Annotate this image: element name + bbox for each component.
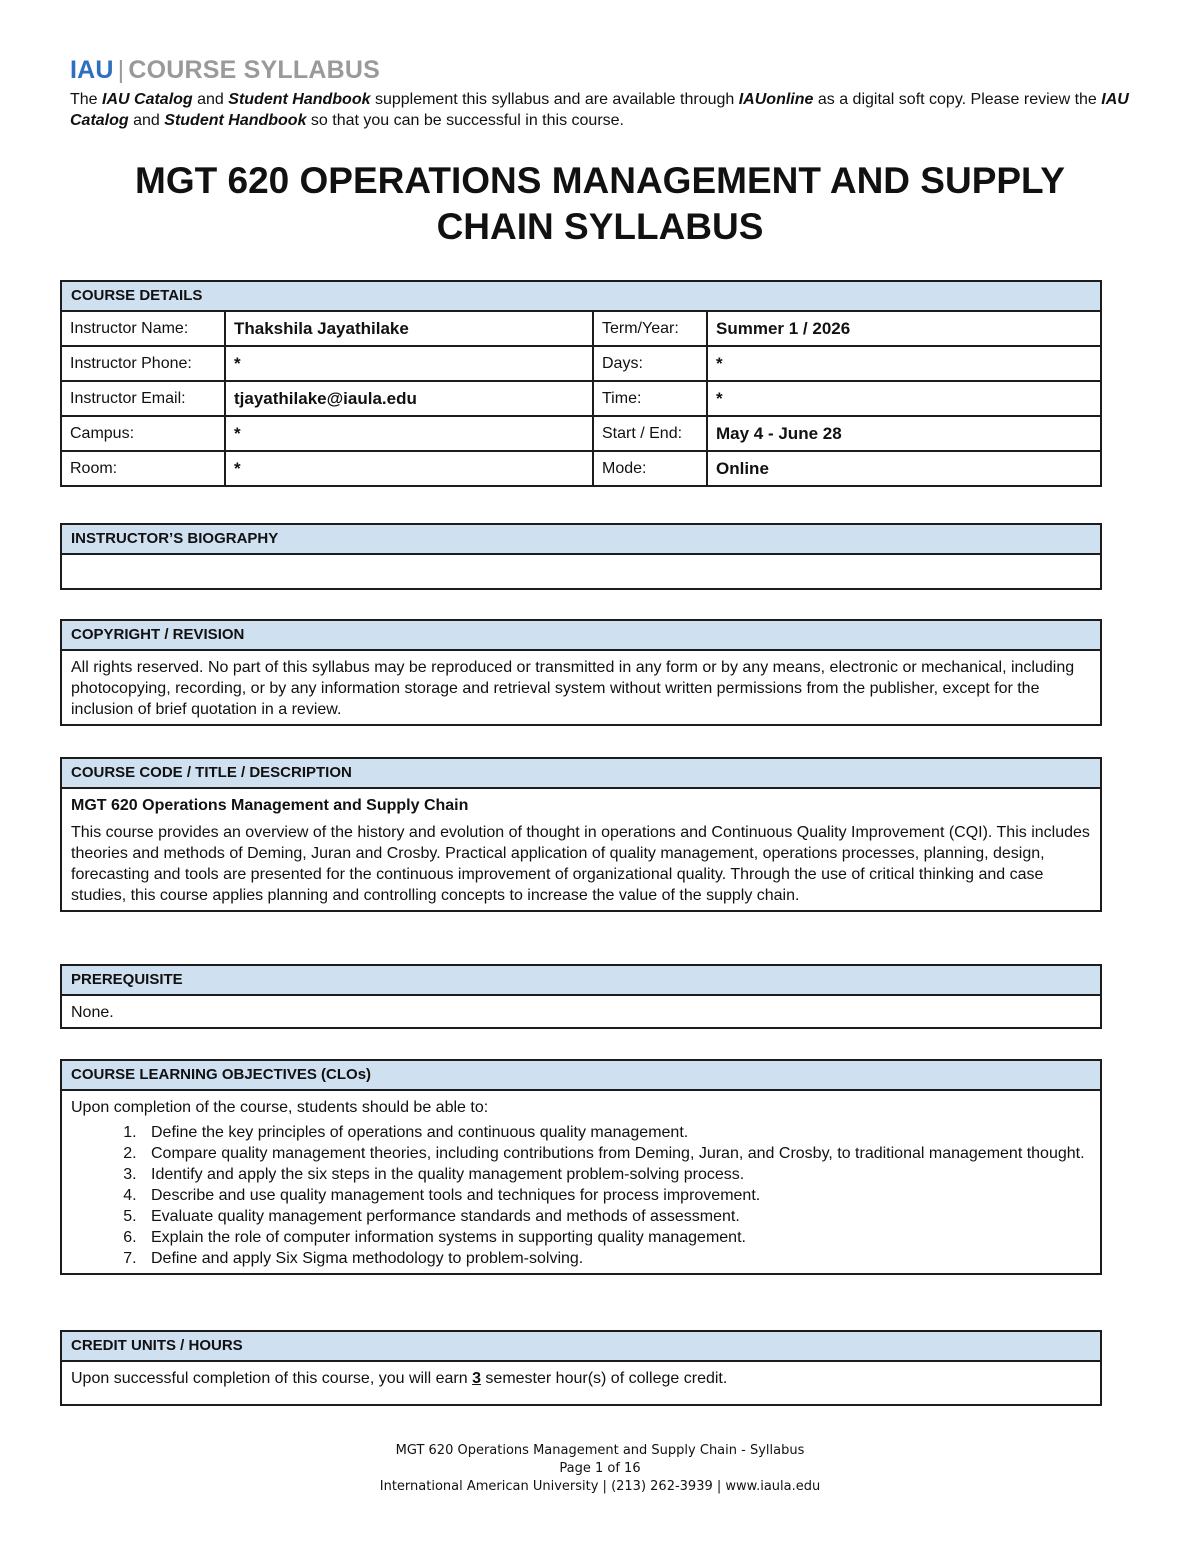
table-row	[62, 346, 1100, 381]
credit-units: 3	[472, 1370, 481, 1387]
instructor-phone-value: *	[225, 346, 593, 381]
biography-section	[60, 523, 1102, 590]
course-details-section	[60, 280, 1102, 487]
page-title	[0, 158, 1200, 250]
footer-course: MGT 620 Operations Management and Supply Chain - Syllabus	[395, 1443, 805, 1458]
start-end-value: May 4 - June 28	[707, 416, 1100, 451]
course-description-text: This course provides an overview of the history and evolution of thought in operations and Continuous Quality Improvement (CQI). This includes theories and methods of Deming, Juran and Crosby. Practical application of quality management, operations processes, planning, design, forecasting and tools are presented for the continuous improvement of organizational quality. Through the use of critical thinking and case studies, this course applies planning and controlling concepts to increase the value of the supply chain.	[71, 824, 1090, 904]
section-heading: COPYRIGHT / REVISION	[62, 621, 1100, 651]
biography-text	[62, 555, 1100, 565]
instructor-name-value: Thakshila Jayathilake	[225, 312, 593, 346]
section-heading: CREDIT UNITS / HOURS	[62, 1332, 1100, 1362]
intro-text: supplement this syllabus and are available through	[370, 91, 739, 108]
list-item: 5. Evaluate quality management performance standards and methods of assessment.	[141, 1206, 1090, 1227]
table-row	[62, 451, 1100, 485]
learning-objectives-body	[62, 1091, 1100, 1273]
objectives-list	[71, 1122, 1090, 1269]
detail-label: Days:	[593, 346, 707, 381]
credit-text	[62, 1362, 1100, 1393]
intro-iauonline: IAUonline	[738, 91, 814, 108]
intro-text: so that you can be successful in this course.	[306, 112, 624, 129]
intro-paragraph	[70, 89, 1130, 131]
intro-handbook: Student Handbook	[164, 112, 307, 129]
footer-university: International American University | (213) 262-3939 | www.iaula.edu	[379, 1479, 821, 1494]
brand-iau: IAU	[70, 56, 114, 84]
brand-separator: |	[117, 56, 125, 84]
table-row	[62, 381, 1100, 416]
brand-title	[70, 56, 1130, 85]
credit-text-pre: Upon successful completion of this course, you will earn	[71, 1370, 473, 1387]
time-value: *	[707, 381, 1100, 416]
intro-text: as a digital soft copy. Please review the	[813, 91, 1102, 108]
campus-value: *	[225, 416, 593, 451]
detail-label: Term/Year:	[593, 312, 707, 346]
course-description-section	[60, 757, 1102, 912]
intro-handbook: Student Handbook	[228, 91, 371, 108]
detail-label: Start / End:	[593, 416, 707, 451]
title-line-2: CHAIN SYLLABUS	[436, 206, 764, 247]
section-heading: COURSE DETAILS	[62, 282, 1100, 312]
intro-text: and	[192, 91, 229, 108]
room-value: *	[225, 451, 593, 485]
page-header	[70, 56, 1130, 131]
table-row	[62, 312, 1100, 346]
objectives-intro: Upon completion of the course, students should be able to:	[71, 1099, 489, 1116]
list-item: 1. Define the key principles of operations and continuous quality management.	[141, 1122, 1090, 1143]
detail-label: Room:	[62, 451, 225, 485]
list-item: 4. Describe and use quality management tools and techniques for process improvement.	[141, 1185, 1090, 1206]
title-line-1: MGT 620 OPERATIONS MANAGEMENT AND SUPPLY	[135, 160, 1065, 201]
detail-label: Instructor Email:	[62, 381, 225, 416]
page-footer	[0, 1442, 1200, 1496]
detail-label: Time:	[593, 381, 707, 416]
detail-label: Instructor Phone:	[62, 346, 225, 381]
course-description-body	[62, 789, 1100, 910]
list-item: 2. Compare quality management theories, including contributions from Deming, Juran, and Crosby, to traditional management thought.	[141, 1143, 1090, 1164]
intro-text: The	[70, 91, 103, 108]
detail-label: Instructor Name:	[62, 312, 225, 346]
brand-course-syllabus: COURSE SYLLABUS	[128, 56, 380, 84]
credit-section	[60, 1330, 1102, 1406]
instructor-email-value: tjayathilake@iaula.edu	[225, 381, 593, 416]
learning-objectives-section	[60, 1059, 1102, 1275]
section-heading: COURSE CODE / TITLE / DESCRIPTION	[62, 759, 1100, 789]
course-subtitle: MGT 620 Operations Management and Supply Chain	[71, 797, 469, 814]
intro-catalog: IAU Catalog	[102, 91, 193, 108]
footer-page-number: Page 1 of 16	[559, 1461, 641, 1476]
section-heading: INSTRUCTOR’S BIOGRAPHY	[62, 525, 1100, 555]
prerequisite-text: None.	[71, 1004, 114, 1021]
intro-catalog: IAU Catalog	[70, 91, 1129, 129]
detail-label: Mode:	[593, 451, 707, 485]
copyright-text: All rights reserved. No part of this syllabus may be reproduced or transmitted in any form or by any means, electronic or mechanical, including photocopying, recording, or by any information storage and retrieval system without written permissions from the publisher, except for the inclusion of brief quotation in a review.	[71, 659, 1075, 718]
section-heading: COURSE LEARNING OBJECTIVES (CLOs)	[62, 1061, 1100, 1091]
section-heading: PREREQUISITE	[62, 966, 1100, 996]
intro-text: and	[128, 112, 165, 129]
list-item: 3. Identify and apply the six steps in the quality management problem-solving process.	[141, 1164, 1090, 1185]
credit-text-post: semester hour(s) of college credit.	[480, 1370, 728, 1387]
detail-label: Campus:	[62, 416, 225, 451]
course-details-table	[62, 312, 1100, 485]
copyright-section	[60, 619, 1102, 726]
term-year-value: Summer 1 / 2026	[716, 318, 851, 338]
prerequisite-section	[60, 964, 1102, 1029]
list-item: 6. Explain the role of computer information systems in supporting quality management.	[141, 1227, 1090, 1248]
table-row	[62, 416, 1100, 451]
mode-value: Online	[707, 451, 1100, 485]
days-value: *	[707, 346, 1100, 381]
list-item: 7. Define and apply Six Sigma methodology to problem-solving.	[141, 1248, 1090, 1269]
